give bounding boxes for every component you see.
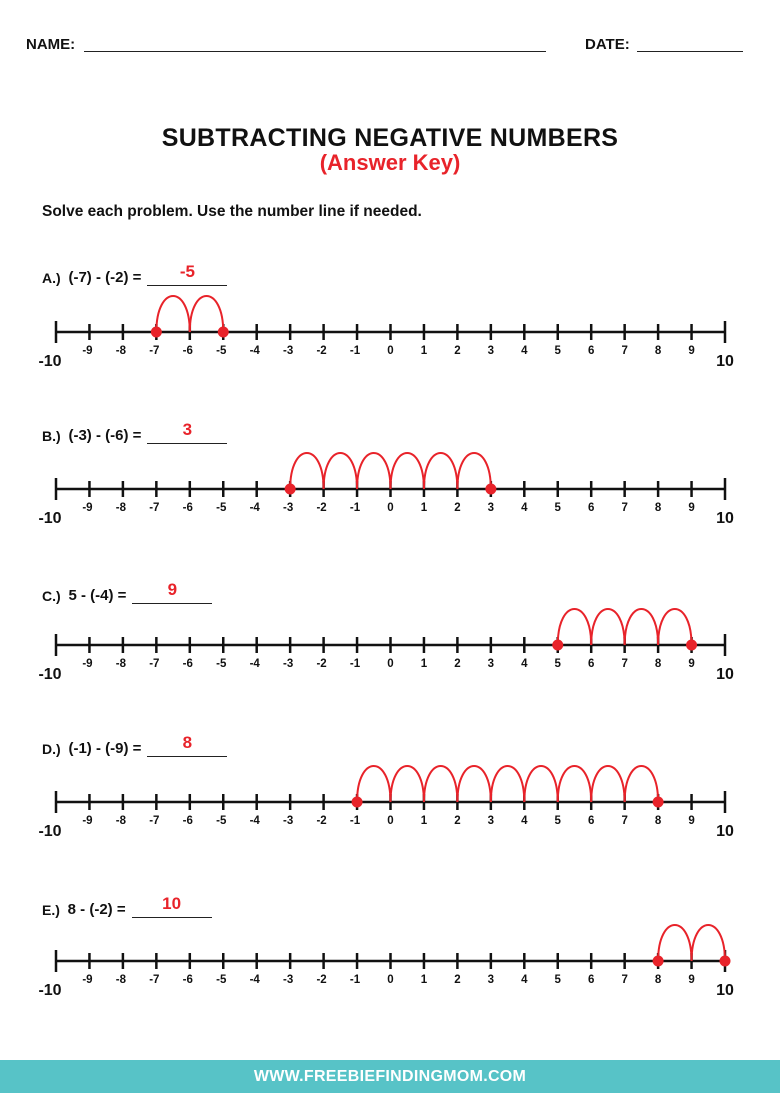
jump-arc bbox=[558, 609, 591, 645]
tick-label: 9 bbox=[688, 815, 695, 827]
jump-arc bbox=[658, 925, 691, 961]
problem-label: A.) bbox=[42, 270, 61, 286]
tick-label: -9 bbox=[82, 345, 93, 357]
number-line bbox=[0, 434, 780, 534]
jump-arc bbox=[156, 296, 189, 332]
tick-label: -4 bbox=[249, 345, 260, 357]
tick-label: 3 bbox=[487, 658, 495, 670]
tick-label: -7 bbox=[149, 658, 160, 670]
tick-label: 7 bbox=[621, 345, 628, 357]
jump-arc bbox=[391, 766, 424, 802]
page-subtitle: (Answer Key) bbox=[319, 150, 461, 175]
tick-label: -4 bbox=[249, 658, 260, 670]
tick-label: -8 bbox=[115, 658, 127, 670]
tick-label: -10 bbox=[38, 823, 62, 840]
instructions: Solve each problem. Use the number line if needed. bbox=[42, 203, 422, 220]
tick-label: 2 bbox=[454, 815, 461, 827]
number-line bbox=[0, 277, 780, 377]
tick-label: -1 bbox=[349, 815, 361, 827]
tick-label: 5 bbox=[554, 658, 561, 670]
answer-value: -5 bbox=[179, 262, 195, 281]
tick-label: 7 bbox=[621, 815, 628, 827]
tick-label: 6 bbox=[587, 345, 595, 357]
tick-label: -5 bbox=[216, 815, 227, 827]
tick-label: 1 bbox=[420, 974, 428, 986]
tick-label: -1 bbox=[349, 502, 361, 514]
tick-label: 3 bbox=[487, 502, 495, 514]
number-line bbox=[0, 590, 780, 690]
tick-label: -9 bbox=[82, 815, 93, 827]
jump-arc bbox=[591, 766, 624, 802]
tick-label: -3 bbox=[283, 502, 294, 514]
tick-label: 1 bbox=[420, 345, 428, 357]
tick-label: 4 bbox=[521, 502, 528, 514]
answer-value: 9 bbox=[167, 580, 178, 599]
tick-label: 9 bbox=[688, 974, 695, 986]
tick-label: 2 bbox=[454, 974, 461, 986]
jump-arc bbox=[190, 296, 223, 332]
problem-expression: 8 - (-2) = bbox=[67, 901, 126, 918]
tick-label: 5 bbox=[554, 345, 561, 357]
date-label: DATE: bbox=[585, 36, 630, 53]
tick-label: 4 bbox=[521, 658, 528, 670]
tick-label: -8 bbox=[115, 345, 127, 357]
jump-point bbox=[218, 327, 229, 338]
tick-label: 10 bbox=[716, 353, 734, 370]
tick-label: 0 bbox=[387, 974, 394, 986]
tick-label: -4 bbox=[249, 502, 260, 514]
problem-label: D.) bbox=[42, 741, 61, 757]
jump-arc bbox=[424, 766, 457, 802]
tick-label: -8 bbox=[115, 815, 127, 827]
tick-label: -6 bbox=[182, 502, 193, 514]
tick-label: 8 bbox=[654, 345, 662, 357]
tick-label: -2 bbox=[316, 345, 327, 357]
tick-label: -10 bbox=[38, 510, 62, 527]
tick-label: 10 bbox=[716, 823, 734, 840]
tick-label: -6 bbox=[182, 345, 193, 357]
tick-label: -1 bbox=[349, 974, 361, 986]
problem-expression: (-1) - (-9) = bbox=[68, 740, 142, 757]
tick-label: -9 bbox=[82, 974, 93, 986]
tick-label: 6 bbox=[587, 658, 595, 670]
tick-label: 8 bbox=[654, 502, 662, 514]
tick-label: 7 bbox=[621, 502, 628, 514]
tick-label: 9 bbox=[688, 502, 695, 514]
tick-label: 5 bbox=[554, 815, 561, 827]
jump-arc bbox=[457, 453, 490, 489]
problem-label: C.) bbox=[42, 588, 61, 604]
jump-arc bbox=[324, 453, 357, 489]
answer-value: 3 bbox=[182, 420, 193, 439]
tick-label: 1 bbox=[420, 502, 428, 514]
tick-label: 4 bbox=[521, 345, 528, 357]
footer-url: WWW.FREEBIEFINDINGMOM.COM bbox=[0, 1060, 780, 1093]
tick-label: 1 bbox=[420, 658, 428, 670]
jump-arc bbox=[658, 609, 691, 645]
tick-label: -5 bbox=[216, 502, 227, 514]
jump-arc bbox=[357, 453, 390, 489]
tick-label: -2 bbox=[316, 974, 327, 986]
tick-label: -3 bbox=[283, 658, 294, 670]
tick-label: -3 bbox=[283, 345, 294, 357]
problem-label: E.) bbox=[42, 902, 60, 918]
tick-label: 6 bbox=[587, 502, 595, 514]
date-field[interactable] bbox=[637, 36, 743, 52]
tick-label: 2 bbox=[454, 502, 461, 514]
jump-arc bbox=[424, 453, 457, 489]
jump-arc bbox=[391, 453, 424, 489]
tick-label: -2 bbox=[316, 502, 327, 514]
tick-label: -4 bbox=[249, 974, 260, 986]
jump-point bbox=[285, 484, 296, 495]
tick-label: 2 bbox=[454, 345, 461, 357]
tick-label: 6 bbox=[587, 974, 595, 986]
tick-label: -8 bbox=[115, 502, 127, 514]
tick-label: 2 bbox=[454, 658, 461, 670]
jump-arc bbox=[558, 766, 591, 802]
tick-label: -9 bbox=[82, 502, 93, 514]
tick-label: -1 bbox=[349, 345, 361, 357]
tick-label: -1 bbox=[349, 658, 361, 670]
jump-point bbox=[352, 797, 363, 808]
problem-label: B.) bbox=[42, 428, 61, 444]
tick-label: -10 bbox=[38, 353, 62, 370]
name-field[interactable] bbox=[84, 36, 546, 52]
jump-arc bbox=[457, 766, 490, 802]
tick-label: -3 bbox=[283, 974, 294, 986]
tick-label: 0 bbox=[387, 658, 394, 670]
tick-label: -5 bbox=[216, 974, 227, 986]
tick-label: -2 bbox=[316, 658, 327, 670]
problem-expression: (-3) - (-6) = bbox=[68, 427, 142, 444]
number-line bbox=[0, 747, 780, 847]
tick-label: -7 bbox=[149, 345, 160, 357]
tick-label: 8 bbox=[654, 658, 662, 670]
tick-label: 9 bbox=[688, 658, 695, 670]
tick-label: -7 bbox=[149, 974, 160, 986]
jump-arc bbox=[491, 766, 524, 802]
tick-label: 0 bbox=[387, 345, 394, 357]
jump-point bbox=[720, 956, 731, 967]
tick-label: -7 bbox=[149, 815, 160, 827]
tick-label: -3 bbox=[283, 815, 294, 827]
jump-point bbox=[686, 640, 697, 651]
tick-label: 5 bbox=[554, 502, 561, 514]
page-title: SUBTRACTING NEGATIVE NUMBERS bbox=[161, 124, 619, 152]
jump-point bbox=[653, 956, 664, 967]
tick-label: -4 bbox=[249, 815, 260, 827]
tick-label: 0 bbox=[387, 815, 394, 827]
tick-label: 10 bbox=[716, 982, 734, 999]
jump-point bbox=[485, 484, 496, 495]
tick-label: -10 bbox=[38, 666, 62, 683]
tick-label: 8 bbox=[654, 815, 662, 827]
tick-label: -8 bbox=[115, 974, 127, 986]
tick-label: 5 bbox=[554, 974, 561, 986]
tick-label: -7 bbox=[149, 502, 160, 514]
tick-label: -9 bbox=[82, 658, 93, 670]
tick-label: 10 bbox=[716, 510, 734, 527]
jump-point bbox=[151, 327, 162, 338]
answer-value: 10 bbox=[162, 894, 182, 913]
tick-label: -2 bbox=[316, 815, 327, 827]
tick-label: 8 bbox=[654, 974, 662, 986]
jump-point bbox=[552, 640, 563, 651]
jump-arc bbox=[290, 453, 323, 489]
tick-label: -6 bbox=[182, 974, 193, 986]
jump-arc bbox=[591, 609, 624, 645]
jump-arc bbox=[524, 766, 557, 802]
tick-label: 3 bbox=[487, 974, 495, 986]
jump-arc bbox=[357, 766, 390, 802]
tick-label: 4 bbox=[521, 974, 528, 986]
tick-label: 7 bbox=[621, 658, 628, 670]
tick-label: -5 bbox=[216, 345, 227, 357]
name-label: NAME: bbox=[26, 36, 76, 53]
jump-point bbox=[653, 797, 664, 808]
tick-label: 6 bbox=[587, 815, 595, 827]
jump-arc bbox=[692, 925, 725, 961]
tick-label: -6 bbox=[182, 658, 193, 670]
tick-label: 3 bbox=[487, 815, 495, 827]
problem-expression: (-7) - (-2) = bbox=[68, 269, 142, 286]
jump-arc bbox=[625, 766, 658, 802]
tick-label: 1 bbox=[420, 815, 428, 827]
tick-label: -10 bbox=[38, 982, 62, 999]
tick-label: -5 bbox=[216, 658, 227, 670]
problem-expression: 5 - (-4) = bbox=[68, 587, 127, 604]
tick-label: 4 bbox=[521, 815, 528, 827]
tick-label: 0 bbox=[387, 502, 394, 514]
jump-arc bbox=[625, 609, 658, 645]
tick-label: -6 bbox=[182, 815, 193, 827]
answer-value: 8 bbox=[182, 733, 193, 752]
tick-label: 3 bbox=[487, 345, 495, 357]
number-line bbox=[0, 906, 780, 1006]
tick-label: 10 bbox=[716, 666, 734, 683]
tick-label: 7 bbox=[621, 974, 628, 986]
tick-label: 9 bbox=[688, 345, 695, 357]
